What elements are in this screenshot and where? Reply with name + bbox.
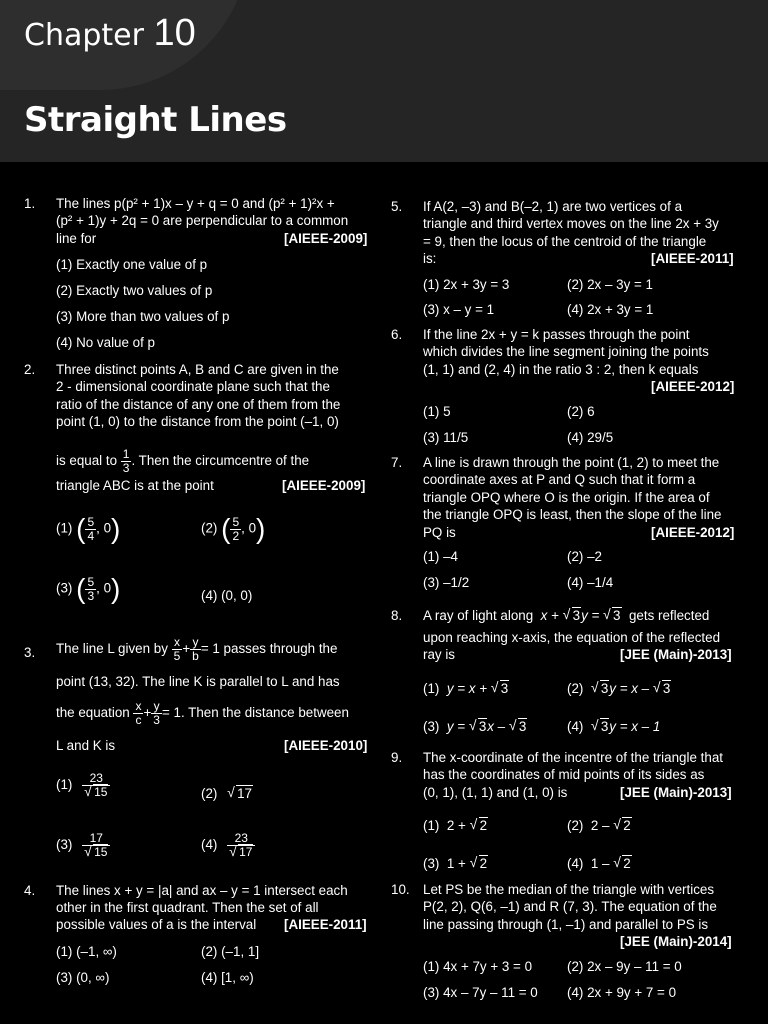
q3-line: The line L given by $\frac{x}{5}$ + $\frac{y}{b}$ = 1 passes through the <box>56 635 338 663</box>
q3-number: 3. <box>24 645 36 660</box>
q4-line: other in the first quadrant. Then the set of all <box>56 900 319 915</box>
q10-option-3: (3) 4x – 7y – 11 = 0 <box>423 985 538 1000</box>
q2-line: is equal to $\frac{1}{3}$ . Then the circumcentre of the <box>56 447 310 475</box>
q3-option-2: (2) √ 17 <box>201 785 253 802</box>
q10-exam-tag: [JEE (Main)-2014] <box>620 934 732 949</box>
q6-line: which divides the line segment joining the points <box>423 344 709 359</box>
q10-option-4: (4) 2x + 9y + 7 = 0 <box>567 985 677 1000</box>
q2-line: ratio of the distance of any one of them from the <box>56 397 341 412</box>
q4-option-3: (3) (0, ∞) <box>56 970 110 985</box>
q7-exam-tag: [AIEEE-2012] <box>651 525 735 540</box>
q7-line: PQ is <box>423 525 456 540</box>
q5-line: is: <box>423 251 437 266</box>
q2-option-3: (3) ( $\frac{5}{3}$ , 0) <box>56 573 121 604</box>
q9-line: (0, 1), (1, 1) and (1, 0) is <box>423 785 568 800</box>
q9-line: has the coordinates of mid points of its sides as <box>423 767 705 782</box>
q2-line: point (1, 0) to the distance from the point (–1, 0) <box>56 414 339 429</box>
q4-line: possible values of a is the interval <box>56 917 257 932</box>
q7-line: the triangle OPQ is least, then the slope of the line <box>423 507 722 522</box>
q8-exam-tag: [JEE (Main)-2013] <box>620 647 732 662</box>
q2-option-1: (1) ( $\frac{5}{4}$ , 0) <box>56 513 121 544</box>
q1-option-4: (4) No value of p <box>56 335 155 350</box>
q5-exam-tag: [AIEEE-2011] <box>651 251 734 266</box>
q5-option-1: (1) 2x + 3y = 3 <box>423 277 510 292</box>
q5-option-4: (4) 2x + 3y = 1 <box>567 302 654 317</box>
q5-line: = 9, then the locus of the centroid of the triangle <box>423 234 707 249</box>
q4-exam-tag: [AIEEE-2011] <box>284 917 367 932</box>
q1-number: 1. <box>24 196 36 211</box>
q9-option-3: (3) 1 + √ 2 <box>423 855 488 872</box>
q7-number: 7. <box>391 455 403 470</box>
q2-line: 2 - dimensional coordinate plane such that the <box>56 379 330 394</box>
q4-number: 4. <box>24 883 36 898</box>
q8-number: 8. <box>391 608 403 623</box>
q2-exam-tag: [AIEEE-2009] <box>282 478 366 493</box>
q9-line: The x-coordinate of the incentre of the triangle that <box>423 750 723 765</box>
fraction: $\frac{1}{3}$ <box>122 447 130 475</box>
q1-line: line for <box>56 231 97 246</box>
q10-number: 10. <box>391 882 410 897</box>
q6-line: (1, 1) and (2, 4) in the ratio 3 : 2, then k equals <box>423 362 699 377</box>
q3-line: the equation $\frac{x}{c}$ + $\frac{y}{3}$ = 1. Then the distance between <box>56 699 349 727</box>
q5-line: If A(2, –3) and B(–2, 1) are two vertices of a <box>423 199 683 214</box>
q5-line: triangle and third vertex moves on the line 2x + 3y <box>423 216 719 231</box>
q6-option-2: (2) 6 <box>567 404 595 419</box>
q7-option-3: (3) –1/2 <box>423 575 470 590</box>
q1-line: The lines p(p² + 1)x – y + q = 0 and (p² + 1)²x + <box>56 196 335 211</box>
q5-option-3: (3) x – y = 1 <box>423 302 495 317</box>
q10-line: P(2, 2), Q(6, –1) and R (7, 3). The equation of the <box>423 899 717 914</box>
q8-line: upon reaching x-axis, the equation of the reflected <box>423 630 721 645</box>
q2-option-2: (2) ( $\frac{5}{2}$ , 0) <box>201 513 266 544</box>
q2-line: Three distinct points A, B and C are given in the <box>56 362 339 377</box>
q9-number: 9. <box>391 750 403 765</box>
q1-option-2: (2) Exactly two values of p <box>56 283 213 298</box>
chapter-label: Chapter 10 <box>24 12 196 54</box>
q4-option-4: (4) [1, ∞) <box>201 970 254 985</box>
q8-option-2: (2) √ 3y = x – √ 3 <box>567 680 671 697</box>
q7-option-1: (1) –4 <box>423 549 458 564</box>
q8-option-3: (3) y = √ 3x – √ 3 <box>423 718 527 735</box>
q9-option-4: (4) 1 – √ 2 <box>567 855 632 872</box>
q1-line: (p² + 1)y + 2q = 0 are perpendicular to a common <box>56 213 349 228</box>
q3-line: L and K is <box>56 738 116 753</box>
q9-option-2: (2) 2 – √ 2 <box>567 817 632 834</box>
q9-exam-tag: [JEE (Main)-2013] <box>620 785 732 800</box>
chapter-header <box>0 0 768 162</box>
q5-number: 5. <box>391 199 403 214</box>
q3-option-4: (4) 23 √ 17 <box>201 832 255 859</box>
q8-option-4: (4) √ 3y = x – 1 <box>567 718 660 735</box>
q2-option-4: (4) (0, 0) <box>201 588 253 603</box>
q4-line: The lines x + y = |a| and ax – y = 1 intersect each <box>56 883 348 898</box>
q10-option-1: (1) 4x + 7y + 3 = 0 <box>423 959 533 974</box>
q6-option-4: (4) 29/5 <box>567 430 614 445</box>
q1-exam-tag: [AIEEE-2009] <box>284 231 368 246</box>
q9-option-1: (1) 2 + √ 2 <box>423 817 488 834</box>
q7-line: triangle OPQ where O is the origin. If the area of <box>423 490 710 505</box>
q6-option-1: (1) 5 <box>423 404 451 419</box>
q2-line: triangle ABC is at the point <box>56 478 214 493</box>
q10-line: Let PS be the median of the triangle with vertices <box>423 882 715 897</box>
q3-exam-tag: [AIEEE-2010] <box>284 738 368 753</box>
q6-line: If the line 2x + y = k passes through the point <box>423 327 690 342</box>
q4-option-2: (2) (–1, 1] <box>201 944 260 959</box>
q7-option-4: (4) –1/4 <box>567 575 614 590</box>
q1-option-3: (3) More than two values of p <box>56 309 230 324</box>
page-title: Straight Lines <box>24 100 287 140</box>
q6-option-3: (3) 11/5 <box>423 430 469 445</box>
q8-line: A ray of light along x + √ 3y = √ 3 gets reflected <box>423 607 709 624</box>
q3-option-3: (3) 17 √ 15 <box>56 832 110 859</box>
q8-line: ray is <box>423 647 455 662</box>
q4-option-1: (1) (–1, ∞) <box>56 944 117 959</box>
q7-line: coordinate axes at P and Q such that it form a <box>423 472 696 487</box>
q5-option-2: (2) 2x – 3y = 1 <box>567 277 653 292</box>
q6-number: 6. <box>391 327 403 342</box>
q3-line: point (13, 32). The line K is parallel to L and has <box>56 674 340 689</box>
q10-option-2: (2) 2x – 9y – 11 = 0 <box>567 959 682 974</box>
q7-line: A line is drawn through the point (1, 2) to meet the <box>423 455 720 470</box>
q10-line: line passing through (1, –1) and parallel to PS is <box>423 917 709 932</box>
q2-number: 2. <box>24 362 36 377</box>
q3-option-1: (1) 23 √ 15 <box>56 772 110 799</box>
q7-option-2: (2) –2 <box>567 549 602 564</box>
q1-option-1: (1) Exactly one value of p <box>56 257 208 272</box>
q8-option-1: (1) y = x + √ 3 <box>423 680 509 697</box>
q6-exam-tag: [AIEEE-2012] <box>651 379 735 394</box>
